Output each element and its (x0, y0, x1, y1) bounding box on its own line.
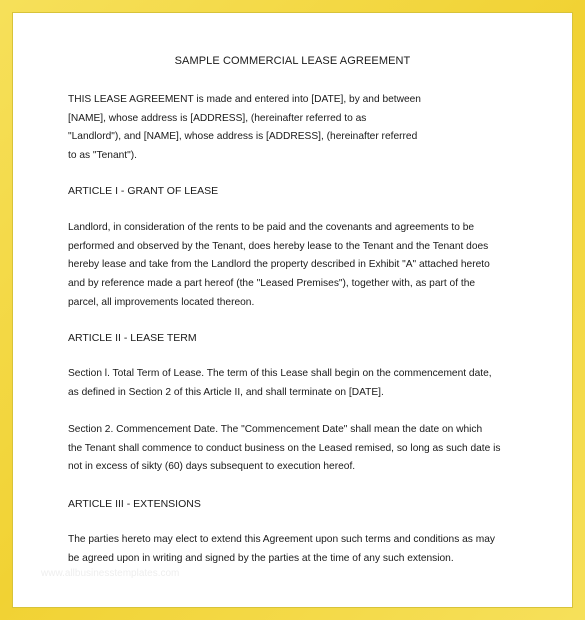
intro-line: to as "Tenant"). (68, 150, 137, 162)
paragraph-line: not in excess of sikty (60) days subsequent to execution hereof. (68, 461, 356, 473)
intro-line: THIS LEASE AGREEMENT is made and entered into [DATE], by and between (68, 94, 421, 105)
section-1-paragraph (68, 365, 538, 402)
paragraph-line: parcel, all improvements located thereon. (68, 296, 255, 308)
paragraph-line: as defined in Section 2 of this Article II, and shall terminate on [DATE]. (68, 386, 384, 398)
paragraph-line: be agreed upon in writing and signed by the parties at the time of any such extension. (68, 552, 454, 564)
paragraph-line: The parties hereto may elect to extend this Agreement upon such terms and conditions as may (68, 534, 495, 545)
article-3-heading: ARTICLE III - EXTENSIONS (68, 498, 201, 510)
section-2-paragraph (68, 421, 538, 477)
intro-line: "Landlord"), and [NAME], whose address is [ADDRESS], (hereinafter referred (68, 131, 418, 143)
paragraph-line: Section l. Total Term of Lease. The term of this Lease shall begin on the commencement date, (68, 368, 492, 379)
intro-paragraph (68, 91, 538, 166)
paragraph-line: the Tenant shall commence to conduct business on the Leased remised, so long as such date is (68, 442, 501, 454)
article-2-heading: ARTICLE II - LEASE TERM (68, 332, 197, 344)
paragraph-line: hereby lease and take from the Landlord the property described in Exhibit "A" attached hereto (68, 259, 490, 271)
paragraph-line: and by reference made a part hereof (the "Leased Premises"), together with, as part of the (68, 278, 476, 290)
intro-line: [NAME], whose address is [ADDRESS], (hereinafter referred to as (68, 112, 367, 124)
paragraph-line: Landlord, in consideration of the rents to be paid and the covenants and agreements to be (68, 222, 475, 233)
article-1-paragraph (68, 219, 538, 313)
article-1-heading: ARTICLE I - GRANT OF LEASE (68, 185, 219, 197)
watermark: www.allbusinesstemplates.com (41, 568, 180, 579)
document-title: SAMPLE COMMERCIAL LEASE AGREEMENT (174, 55, 411, 67)
article-3-paragraph (68, 531, 538, 568)
paragraph-line: Section 2. Commencement Date. The "Commencement Date" shall mean the date on which (68, 424, 483, 435)
document-page (12, 12, 573, 608)
paragraph-line: performed and observed by the Tenant, does hereby lease to the Tenant and the Tenant does (68, 240, 489, 252)
